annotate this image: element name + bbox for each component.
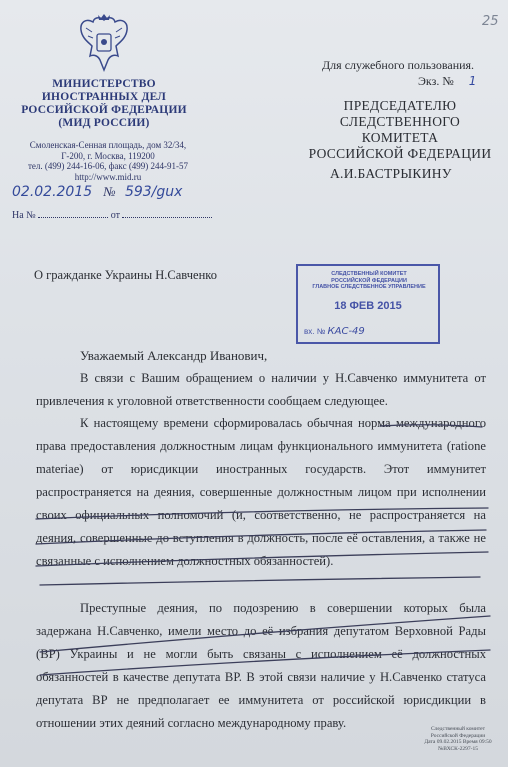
ministry-name xyxy=(14,78,194,130)
stamp-title-line: ГЛАВНОЕ СЛЕДСТВЕННОЕ УПРАВЛЕНИЕ xyxy=(312,284,426,290)
addressee-line: СЛЕДСТВЕННОГО КОМИТЕТА xyxy=(339,114,461,145)
copy-label: Экз. № xyxy=(418,74,454,88)
addressee-line: ПРЕДСЕДАТЕЛЮ xyxy=(343,98,457,113)
outgoing-number: 593/gux xyxy=(124,184,183,200)
ref-from-label: от xyxy=(110,210,120,221)
letter-greeting: Уважаемый Александр Иванович, xyxy=(80,348,268,363)
receipt-line: Российской Федерации xyxy=(430,732,486,739)
restricted-notice: Для служебного пользования. xyxy=(322,58,475,72)
stamp-no-label: вх. № xyxy=(304,327,326,336)
copy-number xyxy=(418,74,476,89)
body-paragraph: К настоящему времени сформировалась обычная норма международного права предоставления должностным лицам функционального иммунитета (ratione materiae) от юрисдикции иностранных государств. Этот иммунитет распространяется на деяния, совершенные должностным лицом при исполнении своих официальных полномочий (и, соответственно, не распространяется на деяния, совершенные до вступления в должность, после её оставления, а также не связанные с исполнением должностных обязанностей). xyxy=(36,416,486,568)
ministry-line: ИНОСТРАННЫХ ДЕЛ xyxy=(41,91,167,103)
body-paragraph: В связи с Вашим обращением о наличии у Н.Савченко иммунитета от привлечения к уголовной ответственности сообщаем следующее. xyxy=(36,371,486,408)
receipt-line: №ВХСК-2297-15 xyxy=(437,745,479,752)
addressee-name: А.И.БАСТРЫКИНУ xyxy=(330,166,452,181)
address-line: Г-200, г. Москва, 119200 xyxy=(61,150,155,161)
russian-coat-of-arms-icon xyxy=(76,12,132,76)
receipt-line: Следственный комитет xyxy=(430,726,486,732)
registration-stamp xyxy=(296,264,440,344)
addressee-line: РОССИЙСКОЙ ФЕДЕРАЦИИ xyxy=(308,146,492,161)
address-line: Смоленская-Сенная площадь, дом 32/34, xyxy=(29,140,187,150)
page-mark: 25 xyxy=(482,14,499,29)
pen-underline xyxy=(40,577,480,585)
ministry-line: РОССИЙСКОЙ ФЕДЕРАЦИИ xyxy=(21,104,187,116)
reference-line xyxy=(12,210,212,221)
outgoing-date: 02.02.2015 xyxy=(12,184,93,200)
copy-value: 1 xyxy=(468,74,477,88)
receipt-line: Дата 09.02.2015 Время 09:50 xyxy=(424,739,492,745)
ministry-address xyxy=(8,140,208,182)
stamp-date: 18 ФЕВ 2015 xyxy=(334,300,402,312)
outgoing-no-label: № xyxy=(103,184,116,199)
stamp-title-line: РОССИЙСКОЙ ФЕДЕРАЦИИ xyxy=(331,277,407,284)
address-line: http://www.mid.ru xyxy=(74,171,142,182)
ref-no-label: На № xyxy=(12,210,36,221)
ministry-line: (МИД РОССИИ) xyxy=(58,117,150,129)
address-line: тел. (499) 244-16-06, факс (499) 244-91-57 xyxy=(27,161,189,171)
stamp-title-line: СЛЕДСТВЕННЫЙ КОМИТЕТ xyxy=(331,271,407,277)
stamp-no-value: КАС-49 xyxy=(327,326,365,337)
receipt-stamp xyxy=(418,726,498,752)
addressee-title xyxy=(300,98,500,162)
letter-subject: О гражданке Украины Н.Савченко xyxy=(34,268,217,282)
body-paragraph: Преступные деяния, по подозрению в совершении которых была задержана Н.Савченко, имели место до её избрания депутатом Верховной Рады (ВР) Украины и не могли быть связаны с исполнением её должностных обязанностей в качестве депутата ВР. В этой связи наличие у Н.Савченко статуса депутата ВР не предполагает ее иммунитета от российской юрисдикции в отношении этих деяний согласно международному праву. xyxy=(36,601,486,730)
outgoing-registration xyxy=(12,184,182,200)
stamp-number xyxy=(304,326,365,337)
ministry-line: МИНИСТЕРСТВО xyxy=(52,78,156,90)
stamp-title xyxy=(304,271,434,291)
